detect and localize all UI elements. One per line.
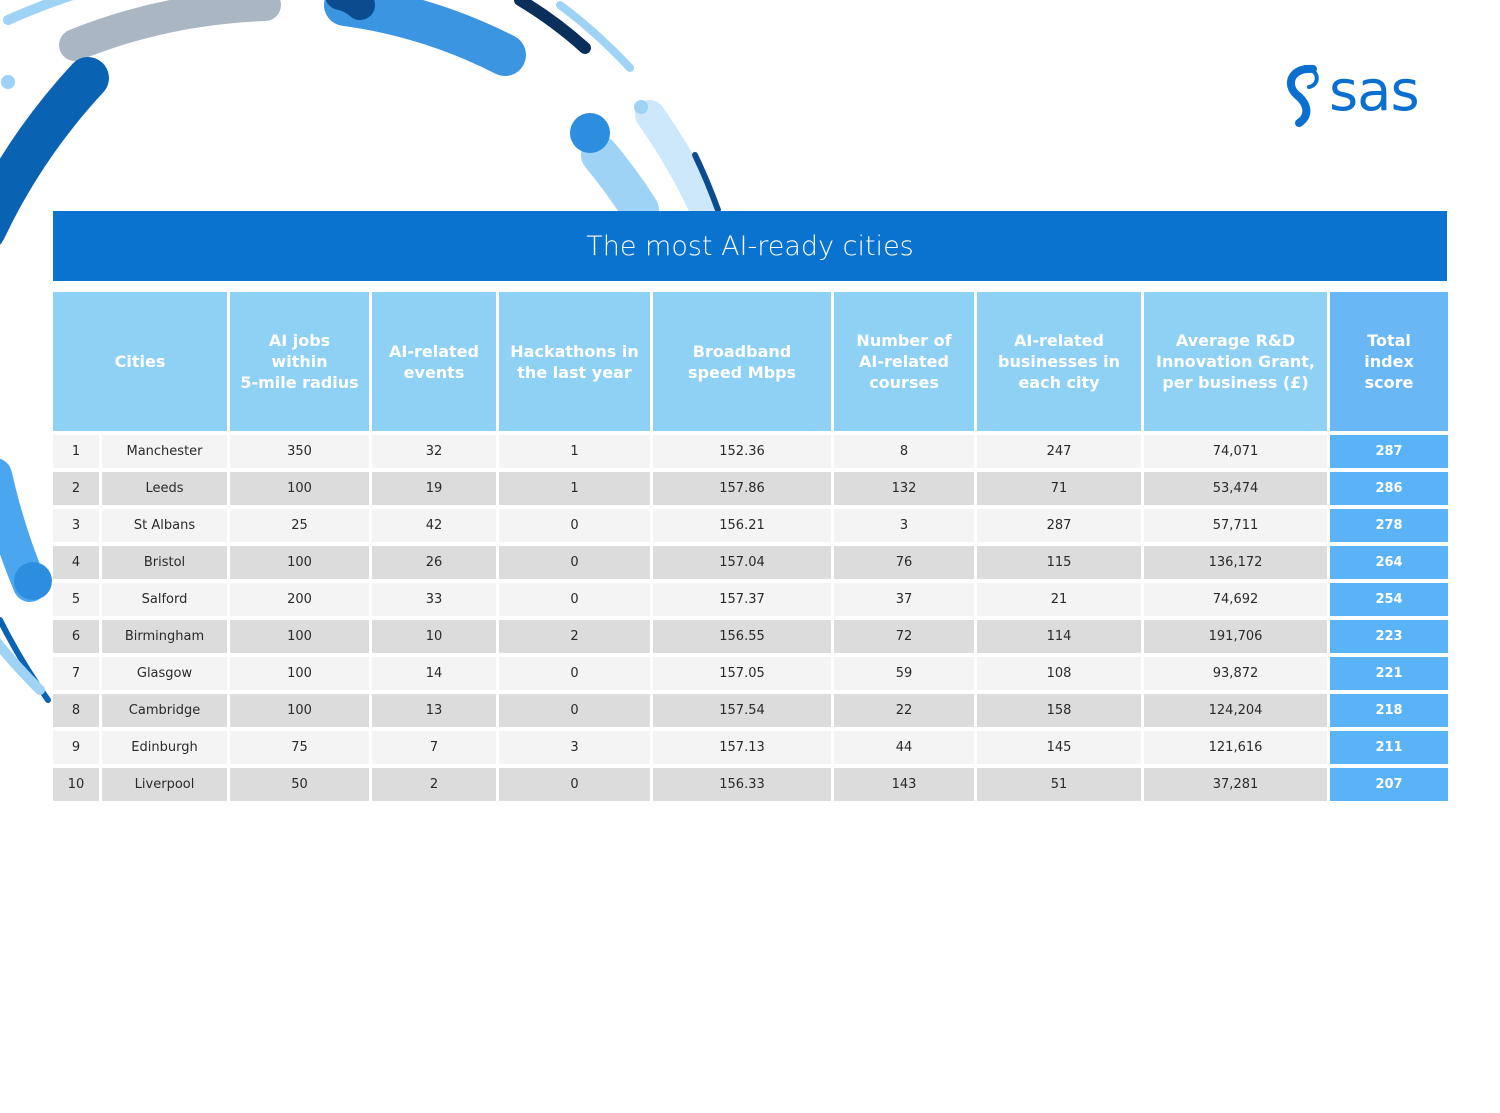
rank-cell: 2 (53, 472, 99, 505)
rd-grant-cell: 53,474 (1144, 472, 1327, 505)
ai-businesses-cell: 287 (977, 509, 1141, 542)
rd-grant-cell: 93,872 (1144, 657, 1327, 690)
broadband-cell: 157.13 (653, 731, 831, 764)
broadband-cell: 152.36 (653, 435, 831, 468)
rank-cell: 7 (53, 657, 99, 690)
hackathons-cell: 3 (499, 731, 650, 764)
table-row (53, 509, 1448, 542)
ai-jobs-cell: 100 (230, 694, 369, 727)
ai-events-cell: 14 (372, 657, 496, 690)
ai-events-cell: 10 (372, 620, 496, 653)
total-score-cell: 218 (1330, 694, 1448, 727)
city-cell: Manchester (102, 435, 227, 468)
ai-events-cell: 32 (372, 435, 496, 468)
ai-jobs-cell: 25 (230, 509, 369, 542)
ai-courses-cell: 72 (834, 620, 974, 653)
rank-cell: 9 (53, 731, 99, 764)
city-cell: Salford (102, 583, 227, 616)
rd-grant-cell: 37,281 (1144, 768, 1327, 801)
ai-businesses-cell: 145 (977, 731, 1141, 764)
ai-businesses-cell: 21 (977, 583, 1141, 616)
city-cell: Leeds (102, 472, 227, 505)
rank-cell: 6 (53, 620, 99, 653)
total-score-cell: 286 (1330, 472, 1448, 505)
rd-grant-cell: 191,706 (1144, 620, 1327, 653)
broadband-cell: 157.37 (653, 583, 831, 616)
broadband-cell: 156.55 (653, 620, 831, 653)
hackathons-cell: 0 (499, 768, 650, 801)
column-header-ai-jobs: AI jobs within 5-mile radius (230, 292, 369, 431)
table-row (53, 731, 1448, 764)
ai-jobs-cell: 200 (230, 583, 369, 616)
sas-logo-text: sas (1329, 59, 1419, 124)
column-header-ai-businesses: AI-related businesses in each city (977, 292, 1141, 431)
table-row (53, 546, 1448, 579)
ai-businesses-cell: 114 (977, 620, 1141, 653)
table-header-row (53, 292, 1448, 431)
ai-jobs-cell: 350 (230, 435, 369, 468)
ai-businesses-cell: 51 (977, 768, 1141, 801)
ai-events-cell: 19 (372, 472, 496, 505)
sas-logo (1283, 59, 1443, 128)
ai-events-cell: 26 (372, 546, 496, 579)
ai-jobs-cell: 50 (230, 768, 369, 801)
ai-ready-cities-table (50, 288, 1451, 805)
table-row (53, 768, 1448, 801)
sas-s-mark-icon (1283, 63, 1325, 127)
ai-courses-cell: 132 (834, 472, 974, 505)
table-body (53, 435, 1448, 801)
broadband-cell: 157.04 (653, 546, 831, 579)
total-score-cell: 221 (1330, 657, 1448, 690)
rd-grant-cell: 136,172 (1144, 546, 1327, 579)
rd-grant-cell: 74,071 (1144, 435, 1327, 468)
ai-courses-cell: 59 (834, 657, 974, 690)
total-score-cell: 278 (1330, 509, 1448, 542)
ai-businesses-cell: 115 (977, 546, 1141, 579)
table-row (53, 657, 1448, 690)
ai-jobs-cell: 100 (230, 472, 369, 505)
ai-courses-cell: 76 (834, 546, 974, 579)
city-cell: Cambridge (102, 694, 227, 727)
column-header-broadband: Broadband speed Mbps (653, 292, 831, 431)
ai-courses-cell: 3 (834, 509, 974, 542)
column-header-hackathons: Hackathons in the last year (499, 292, 650, 431)
column-header-ai-events: AI-related events (372, 292, 496, 431)
broadband-cell: 157.86 (653, 472, 831, 505)
ai-jobs-cell: 75 (230, 731, 369, 764)
broadband-cell: 156.33 (653, 768, 831, 801)
hackathons-cell: 0 (499, 694, 650, 727)
table-row (53, 620, 1448, 653)
ai-courses-cell: 143 (834, 768, 974, 801)
total-score-cell: 254 (1330, 583, 1448, 616)
ai-jobs-cell: 100 (230, 657, 369, 690)
broadband-cell: 156.21 (653, 509, 831, 542)
table-row (53, 583, 1448, 616)
ai-events-cell: 13 (372, 694, 496, 727)
rank-cell: 3 (53, 509, 99, 542)
table-row (53, 694, 1448, 727)
column-header-cities: Cities (53, 292, 227, 431)
column-header-total-score: Total index score (1330, 292, 1448, 431)
total-score-cell: 287 (1330, 435, 1448, 468)
hackathons-cell: 0 (499, 546, 650, 579)
ai-courses-cell: 22 (834, 694, 974, 727)
column-header-ai-courses: Number of AI-related courses (834, 292, 974, 431)
rd-grant-cell: 124,204 (1144, 694, 1327, 727)
city-cell: Edinburgh (102, 731, 227, 764)
hackathons-cell: 0 (499, 657, 650, 690)
ai-jobs-cell: 100 (230, 620, 369, 653)
total-score-cell: 264 (1330, 546, 1448, 579)
ai-courses-cell: 8 (834, 435, 974, 468)
total-score-cell: 211 (1330, 731, 1448, 764)
rank-cell: 10 (53, 768, 99, 801)
ai-jobs-cell: 100 (230, 546, 369, 579)
total-score-cell: 207 (1330, 768, 1448, 801)
rd-grant-cell: 74,692 (1144, 583, 1327, 616)
rd-grant-cell: 57,711 (1144, 509, 1327, 542)
ai-businesses-cell: 71 (977, 472, 1141, 505)
city-cell: Birmingham (102, 620, 227, 653)
table-title: The most AI-ready cities (53, 211, 1447, 281)
city-cell: Liverpool (102, 768, 227, 801)
ai-businesses-cell: 108 (977, 657, 1141, 690)
ai-courses-cell: 37 (834, 583, 974, 616)
hackathons-cell: 0 (499, 509, 650, 542)
ai-businesses-cell: 158 (977, 694, 1141, 727)
hackathons-cell: 1 (499, 472, 650, 505)
rd-grant-cell: 121,616 (1144, 731, 1327, 764)
city-cell: St Albans (102, 509, 227, 542)
city-cell: Glasgow (102, 657, 227, 690)
ai-events-cell: 2 (372, 768, 496, 801)
rank-cell: 8 (53, 694, 99, 727)
rank-cell: 1 (53, 435, 99, 468)
hackathons-cell: 1 (499, 435, 650, 468)
broadband-cell: 157.05 (653, 657, 831, 690)
column-header-rd-grant: Average R&D Innovation Grant, per business (£) (1144, 292, 1327, 431)
table-row (53, 435, 1448, 468)
ai-events-cell: 33 (372, 583, 496, 616)
hackathons-cell: 2 (499, 620, 650, 653)
broadband-cell: 157.54 (653, 694, 831, 727)
hackathons-cell: 0 (499, 583, 650, 616)
rank-cell: 4 (53, 546, 99, 579)
rank-cell: 5 (53, 583, 99, 616)
city-cell: Bristol (102, 546, 227, 579)
ai-courses-cell: 44 (834, 731, 974, 764)
table-row (53, 472, 1448, 505)
ai-events-cell: 42 (372, 509, 496, 542)
ai-events-cell: 7 (372, 731, 496, 764)
total-score-cell: 223 (1330, 620, 1448, 653)
ai-businesses-cell: 247 (977, 435, 1141, 468)
